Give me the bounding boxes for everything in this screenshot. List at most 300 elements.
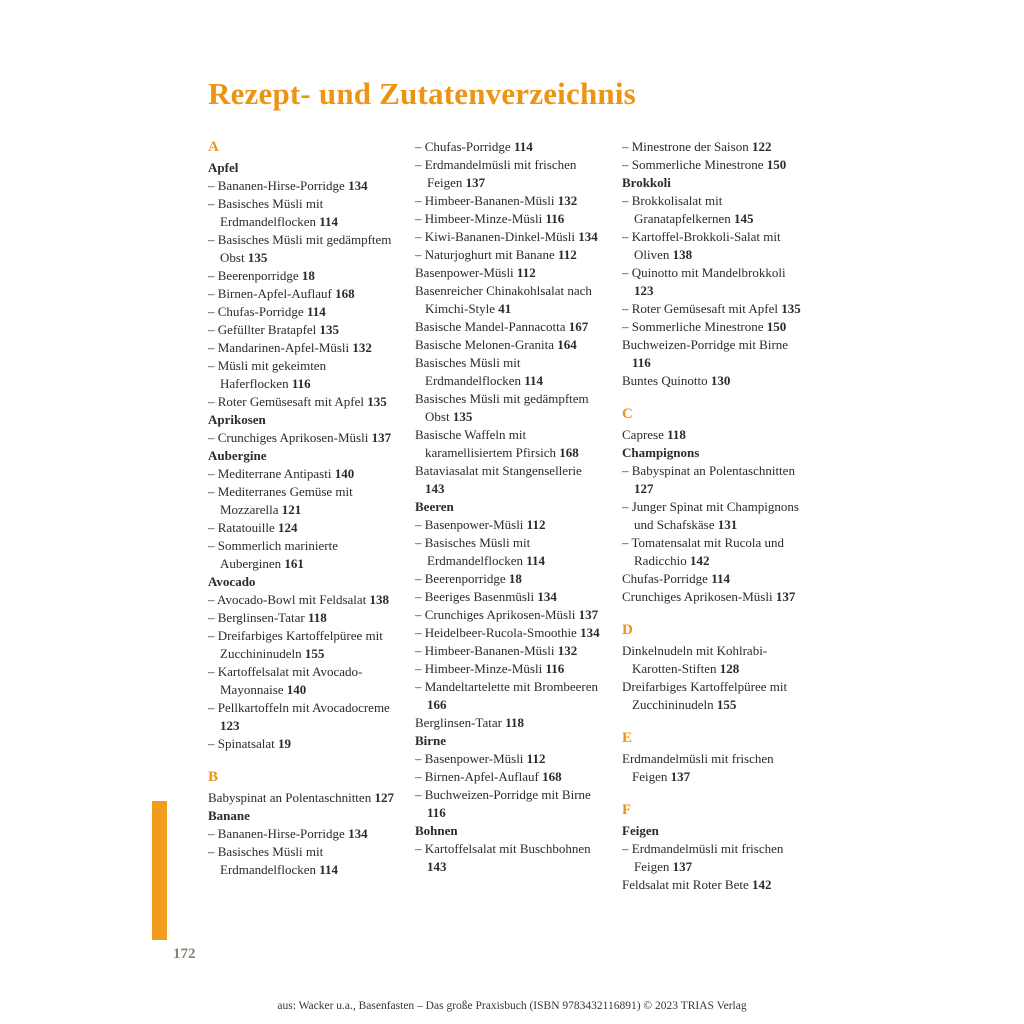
index-entry: [415, 390, 601, 426]
entry-text: Basische Mandel-Pannacotta: [415, 319, 566, 334]
entry-text: Chufas-Porridge: [217, 304, 304, 319]
page-ref: 134: [578, 229, 598, 244]
index-entry: [415, 228, 601, 246]
entry-dash: –: [415, 589, 425, 604]
index-entry: [415, 534, 601, 570]
entry-text: Pellkartoffeln mit Avocadocreme: [217, 700, 390, 715]
entry-text: Feigen: [622, 823, 659, 838]
index-entry: [208, 825, 394, 843]
page-ref: 116: [632, 355, 651, 370]
page-ref: 137: [775, 589, 796, 604]
entry-dash: –: [208, 196, 218, 211]
entry-dash: –: [208, 610, 218, 625]
page-ref: 19: [278, 736, 292, 751]
entry-dash: –: [622, 535, 632, 550]
entry-text: Kartoffel-Brokkoli-Salat mit Oliven: [631, 229, 781, 262]
entry-dash: –: [415, 139, 425, 154]
index-entry: [415, 516, 601, 534]
entry-text: Minestrone der Saison: [631, 139, 749, 154]
page-ref: 41: [498, 301, 512, 316]
page-ref: 123: [634, 283, 654, 298]
entry-text: Himbeer-Bananen-Müsli: [424, 643, 555, 658]
page-ref: 140: [286, 682, 307, 697]
index-entry: [415, 660, 601, 678]
page-ref: 138: [672, 247, 693, 262]
entry-text: Kartoffelsalat mit Avocado-Mayonnaise: [217, 664, 363, 697]
page-ref: 116: [545, 661, 565, 676]
entry-text: Birne: [415, 733, 447, 748]
page-ref: 124: [278, 520, 298, 535]
entry-text: Brokkoli: [622, 175, 671, 190]
entry-text: Avocado: [208, 574, 256, 589]
index-entry: [208, 267, 394, 285]
page-ref: 161: [284, 556, 304, 571]
entry-text: Crunchiges Aprikosen-Müsli: [622, 589, 773, 604]
entry-dash: –: [622, 319, 632, 334]
entry-dash: –: [415, 517, 425, 532]
page-ref: 166: [427, 697, 447, 712]
index-entry: [415, 192, 601, 210]
index-heading: [415, 822, 601, 840]
page-ref: 112: [526, 517, 546, 532]
index-entry: [208, 483, 394, 519]
page-ref: 123: [220, 718, 240, 733]
entry-dash: –: [415, 607, 425, 622]
entry-dash: –: [415, 787, 425, 802]
entry-text: Babyspinat an Polentaschnitten: [208, 790, 372, 805]
entry-text: C: [622, 406, 633, 422]
entry-text: Sommerlich marinierte Auberginen: [217, 538, 338, 571]
entry-text: Apfel: [208, 160, 239, 175]
letter-header: [622, 801, 808, 819]
entry-text: Banane: [208, 808, 250, 823]
entry-dash: –: [622, 841, 632, 856]
entry-text: Beerenporridge: [424, 571, 506, 586]
entry-dash: –: [415, 247, 425, 262]
index-entry: [622, 534, 808, 570]
page-ref: 118: [505, 715, 524, 730]
index-entry: [622, 336, 808, 372]
page-ref: 135: [247, 250, 268, 265]
entry-dash: –: [622, 157, 632, 172]
margin-accent-bar: [152, 801, 167, 940]
index-entry: [208, 429, 394, 447]
index-entry: [622, 156, 808, 174]
page-ref: 132: [557, 643, 578, 658]
page-ref: 122: [751, 139, 772, 154]
index-entry: [622, 192, 808, 228]
entry-text: Basisches Müsli mit Erdmandelflocken: [217, 844, 324, 877]
index-entry: [208, 321, 394, 339]
entry-text: Basische Melonen-Granita: [415, 337, 554, 352]
index-entry: [415, 318, 601, 336]
index-column-2: [415, 138, 601, 876]
page-ref: 138: [369, 592, 390, 607]
entry-text: Mandeltartelette mit Brombeeren: [424, 679, 599, 694]
index-heading: [622, 174, 808, 192]
entry-text: B: [208, 769, 219, 785]
entry-dash: –: [208, 826, 218, 841]
index-entry: [622, 498, 808, 534]
page-ref: 143: [425, 481, 445, 496]
entry-text: Heidelbeer-Rucola-Smoothie: [424, 625, 577, 640]
index-entry: [622, 570, 808, 588]
index-entry: [208, 699, 394, 735]
index-entry: [622, 642, 808, 678]
index-entry: [622, 462, 808, 498]
entry-text: Berglinsen-Tatar: [415, 715, 502, 730]
page-ref: 155: [304, 646, 325, 661]
entry-text: F: [622, 802, 632, 818]
entry-text: Mandarinen-Apfel-Müsli: [217, 340, 350, 355]
page-ref: 116: [291, 376, 311, 391]
page-ref: 131: [717, 517, 738, 532]
index-entry: [622, 300, 808, 318]
letter-header: [208, 138, 394, 156]
entry-dash: –: [415, 679, 425, 694]
entry-text: Kartoffelsalat mit Buschbohnen: [424, 841, 591, 856]
entry-dash: –: [622, 499, 632, 514]
entry-text: Basisches Müsli mit Erdmandelflocken: [217, 196, 324, 229]
entry-dash: –: [208, 466, 218, 481]
index-entry: [622, 372, 808, 390]
entry-text: Basenpower-Müsli: [415, 265, 514, 280]
entry-text: Roter Gemüsesaft mit Apfel: [631, 301, 778, 316]
page-ref: 137: [371, 430, 392, 445]
index-entry: [622, 426, 808, 444]
index-entry: [622, 750, 808, 786]
page-ref: 132: [352, 340, 372, 355]
entry-dash: –: [415, 661, 425, 676]
index-entry: [208, 735, 394, 753]
index-entry: [415, 750, 601, 768]
entry-text: Basenpower-Müsli: [424, 751, 524, 766]
footer-credit: aus: Wacker u.a., Basenfasten – Das große Praxisbuch (ISBN 9783432116891) © 2023 TRIAS Verlag: [277, 1000, 747, 1012]
entry-dash: –: [622, 463, 632, 478]
page-ref: 112: [557, 247, 577, 262]
index-entry: [415, 570, 601, 588]
entry-text: Bohnen: [415, 823, 458, 838]
index-entry: [415, 714, 601, 732]
index-entry: [415, 840, 601, 876]
index-entry: [208, 393, 394, 411]
page-ref: 118: [667, 427, 686, 442]
entry-text: Kiwi-Bananen-Dinkel-Müsli: [424, 229, 575, 244]
page-ref: 168: [542, 769, 562, 784]
entry-text: A: [208, 139, 219, 155]
entry-text: Erdmandelmüsli mit frischen Feigen: [424, 157, 577, 190]
entry-dash: –: [208, 844, 218, 859]
entry-dash: –: [208, 592, 218, 607]
entry-dash: –: [208, 394, 218, 409]
entry-text: Junger Spinat mit Champignons und Schafskäse: [631, 499, 799, 532]
entry-text: Bananen-Hirse-Porridge: [217, 826, 345, 841]
index-heading: [208, 159, 394, 177]
index-entry: [208, 609, 394, 627]
index-entry: [208, 591, 394, 609]
page-ref: 168: [559, 445, 579, 460]
entry-dash: –: [415, 625, 425, 640]
page-ref: 137: [672, 859, 693, 874]
entry-dash: –: [208, 430, 218, 445]
index-heading: [208, 573, 394, 591]
index-entry: [622, 588, 808, 606]
letter-header: [622, 405, 808, 423]
index-column-3: [622, 138, 808, 894]
entry-text: Himbeer-Bananen-Müsli: [424, 193, 555, 208]
entry-text: Chufas-Porridge: [424, 139, 511, 154]
entry-dash: –: [415, 535, 425, 550]
entry-dash: –: [208, 538, 218, 553]
page-ref: 114: [319, 862, 339, 877]
entry-text: Babyspinat an Polentaschnitten: [631, 463, 795, 478]
index-entry: [208, 231, 394, 267]
page-ref: 114: [526, 553, 546, 568]
entry-dash: –: [208, 304, 218, 319]
page-ref: 132: [557, 193, 578, 208]
page-ref: 134: [348, 826, 368, 841]
entry-text: Basisches Müsli mit Erdmandelflocken: [415, 355, 522, 388]
entry-dash: –: [415, 751, 425, 766]
page-ref: 137: [670, 769, 691, 784]
index-entry: [208, 177, 394, 195]
entry-dash: –: [208, 484, 218, 499]
entry-text: Bataviasalat mit Stangensellerie: [415, 463, 582, 478]
entry-dash: –: [208, 178, 218, 193]
page-ref: 142: [689, 553, 710, 568]
entry-text: Sommerliche Minestrone: [631, 157, 764, 172]
entry-text: Quinotto mit Mandelbrokkoli: [631, 265, 786, 280]
page-ref: 112: [516, 265, 536, 280]
page-ref: 135: [319, 322, 340, 337]
entry-text: Basische Waffeln mit karamellisiertem Pfirsich: [415, 427, 557, 460]
page-ref: 135: [367, 394, 387, 409]
page-ref: 164: [557, 337, 577, 352]
entry-dash: –: [208, 628, 218, 643]
entry-text: Mediterranes Gemüse mit Mozzarella: [217, 484, 353, 517]
index-entry: [415, 642, 601, 660]
entry-text: Feldsalat mit Roter Bete: [622, 877, 749, 892]
entry-text: Dreifarbiges Kartoffelpüree mit Zucchininudeln: [217, 628, 383, 661]
index-heading: [208, 807, 394, 825]
entry-text: Sommerliche Minestrone: [631, 319, 764, 334]
index-entry: [208, 357, 394, 393]
index-entry: [415, 678, 601, 714]
page-ref: 135: [452, 409, 473, 424]
entry-dash: –: [415, 193, 425, 208]
page-ref: 140: [334, 466, 355, 481]
page-ref: 134: [537, 589, 557, 604]
entry-text: Erdmandelmüsli mit frischen Feigen: [622, 751, 774, 784]
entry-text: Himbeer-Minze-Müsli: [424, 211, 543, 226]
index-entry: [415, 264, 601, 282]
entry-text: Caprese: [622, 427, 664, 442]
page-ref: 114: [711, 571, 730, 586]
page-ref: 116: [545, 211, 565, 226]
entry-text: Champignons: [622, 445, 700, 460]
index-heading: [415, 732, 601, 750]
index-heading: [208, 447, 394, 465]
index-entry: [622, 318, 808, 336]
index-entry: [622, 264, 808, 300]
page-ref: 18: [301, 268, 315, 283]
entry-text: Aubergine: [208, 448, 267, 463]
entry-dash: –: [208, 736, 218, 751]
page-ref: 145: [733, 211, 754, 226]
letter-header: [622, 729, 808, 747]
index-entry: [622, 228, 808, 264]
entry-dash: –: [622, 229, 632, 244]
page-ref: 137: [578, 607, 599, 622]
page-ref: 114: [319, 214, 339, 229]
entry-dash: –: [208, 232, 218, 247]
page-ref: 127: [374, 790, 394, 805]
entry-text: Buchweizen-Porridge mit Birne: [622, 337, 789, 352]
entry-dash: –: [208, 268, 218, 283]
index-entry: [415, 624, 601, 642]
entry-dash: –: [415, 157, 425, 172]
index-entry: [415, 786, 601, 822]
entry-text: Brokkolisalat mit Granatapfelkernen: [631, 193, 731, 226]
entry-text: Buchweizen-Porridge mit Birne: [424, 787, 591, 802]
entry-dash: –: [415, 211, 425, 226]
page-title: Rezept- und Zutatenverzeichnis: [208, 76, 636, 111]
page-ref: 114: [306, 304, 326, 319]
entry-text: Dinkelnudeln mit Kohlrabi-Karotten-Stiften: [622, 643, 768, 676]
entry-text: Crunchiges Aprikosen-Müsli: [217, 430, 369, 445]
entry-dash: –: [622, 193, 632, 208]
page-ref: 127: [634, 481, 654, 496]
page-ref: 118: [307, 610, 327, 625]
entry-text: Dreifarbiges Kartoffelpüree mit Zucchininudeln: [622, 679, 788, 712]
page-ref: 116: [427, 805, 446, 820]
entry-text: Müsli mit gekeimten Haferflocken: [217, 358, 327, 391]
entry-text: Basisches Müsli mit Erdmandelflocken: [424, 535, 531, 568]
page-ref: 134: [348, 178, 368, 193]
entry-text: Birnen-Apfel-Auflauf: [217, 286, 332, 301]
entry-dash: –: [415, 571, 425, 586]
page-ref: 150: [766, 319, 787, 334]
index-entry: [208, 339, 394, 357]
letter-header: [622, 621, 808, 639]
page-ref: 168: [335, 286, 355, 301]
entry-dash: –: [415, 229, 425, 244]
index-entry: [415, 768, 601, 786]
index-heading: [622, 822, 808, 840]
entry-dash: –: [208, 358, 218, 373]
page-ref: 155: [716, 697, 737, 712]
index-entry: [208, 303, 394, 321]
entry-text: Chufas-Porridge: [622, 571, 708, 586]
entry-text: Erdmandelmüsli mit frischen Feigen: [631, 841, 784, 874]
index-entry: [415, 246, 601, 264]
entry-text: Beeriges Basenmüsli: [424, 589, 535, 604]
index-entry: [208, 195, 394, 231]
entry-dash: –: [415, 841, 425, 856]
entry-text: Aprikosen: [208, 412, 266, 427]
page-ref: 143: [427, 859, 447, 874]
entry-text: Mediterrane Antipasti: [217, 466, 332, 481]
page-ref: 130: [710, 373, 731, 388]
entry-text: Naturjoghurt mit Banane: [424, 247, 555, 262]
page-ref: 128: [719, 661, 740, 676]
entry-dash: –: [622, 139, 632, 154]
letter-header: [208, 768, 394, 786]
entry-text: Beerenporridge: [217, 268, 299, 283]
page-ref: 18: [508, 571, 522, 586]
entry-dash: –: [415, 769, 425, 784]
entry-text: Basisches Müsli mit gedämpftem Obst: [415, 391, 589, 424]
index-entry: [622, 840, 808, 876]
index-entry: [622, 876, 808, 894]
page-ref: 121: [281, 502, 302, 517]
page-ref: 167: [568, 319, 589, 334]
index-entry: [622, 678, 808, 714]
index-entry: [415, 354, 601, 390]
index-entry: [415, 282, 601, 318]
entry-text: Ratatouille: [217, 520, 275, 535]
index-heading: [208, 411, 394, 429]
index-entry: [208, 789, 394, 807]
entry-text: E: [622, 730, 633, 746]
page-ref: 114: [524, 373, 544, 388]
index-entry: [208, 519, 394, 537]
page-ref: 112: [526, 751, 546, 766]
index-column-1: [208, 138, 394, 879]
page-ref: 137: [465, 175, 486, 190]
entry-text: Bananen-Hirse-Porridge: [217, 178, 345, 193]
index-entry: [622, 138, 808, 156]
entry-text: Roter Gemüsesaft mit Apfel: [217, 394, 364, 409]
index-entry: [208, 465, 394, 483]
entry-dash: –: [415, 643, 425, 658]
entry-dash: –: [208, 700, 218, 715]
index-content: [208, 76, 812, 894]
entry-text: Avocado-Bowl mit Feldsalat: [217, 592, 367, 607]
entry-dash: –: [622, 301, 632, 316]
index-entry: [415, 336, 601, 354]
index-entry: [208, 663, 394, 699]
entry-text: Basenreicher Chinakohlsalat nach Kimchi-Style: [415, 283, 592, 316]
entry-text: Berglinsen-Tatar: [217, 610, 305, 625]
entry-text: Himbeer-Minze-Müsli: [424, 661, 543, 676]
entry-dash: –: [208, 340, 218, 355]
index-entry: [415, 210, 601, 228]
index-entry: [415, 606, 601, 624]
entry-text: Spinatsalat: [217, 736, 275, 751]
entry-text: D: [622, 622, 633, 638]
entry-text: Gefüllter Bratapfel: [217, 322, 317, 337]
entry-text: Buntes Quinotto: [622, 373, 708, 388]
index-entry: [415, 426, 601, 462]
entry-text: Crunchiges Aprikosen-Müsli: [424, 607, 576, 622]
entry-dash: –: [208, 664, 218, 679]
index-entry: [415, 138, 601, 156]
page-ref: 135: [781, 301, 801, 316]
index-entry: [415, 156, 601, 192]
index-heading: [622, 444, 808, 462]
index-entry: [208, 627, 394, 663]
entry-dash: –: [208, 520, 218, 535]
entry-text: Basenpower-Müsli: [424, 517, 524, 532]
index-entry: [415, 588, 601, 606]
page-ref: 134: [580, 625, 600, 640]
entry-text: Beeren: [415, 499, 454, 514]
page-ref: 114: [513, 139, 533, 154]
index-entry: [208, 537, 394, 573]
entry-dash: –: [208, 322, 218, 337]
page-ref: 150: [766, 157, 787, 172]
